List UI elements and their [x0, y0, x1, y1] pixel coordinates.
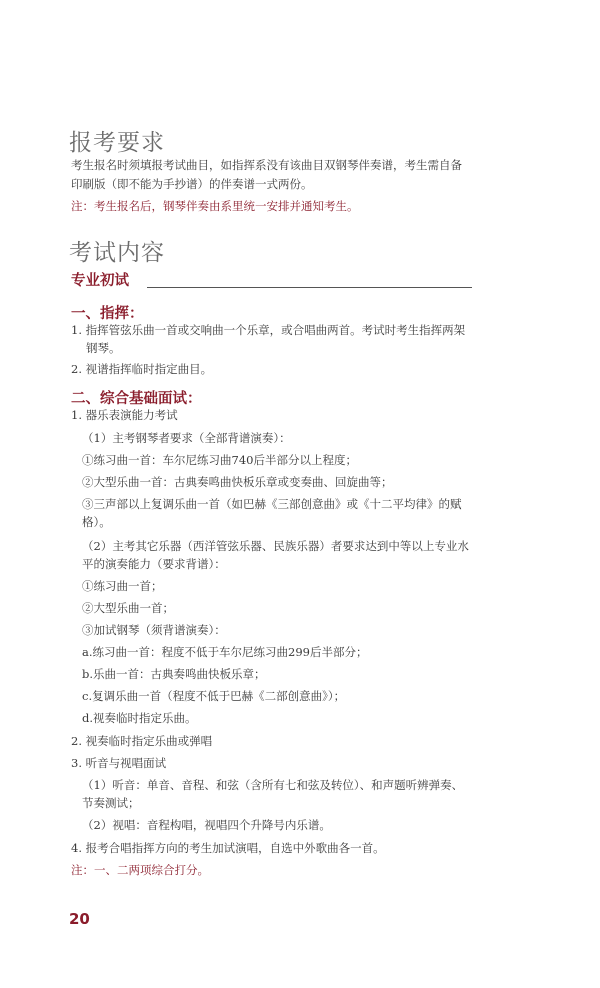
part2-line: （1）主考钢琴者要求（全部背谱演奏）：	[82, 431, 291, 445]
part2-heading: 二、综合基础面试：	[71, 391, 202, 407]
part2-line: 2. 视奏临时指定乐曲或弹唱	[71, 734, 213, 748]
part2-line: 节奏测试；	[82, 796, 140, 810]
part2-line: ①练习曲一首：车尔尼练习曲740后半部分以上程度；	[82, 453, 357, 467]
part2-line: ②大型乐曲一首：古典奏鸣曲快板乐章或变奏曲、回旋曲等；	[82, 475, 393, 489]
requirements-note: 注：考生报名后，钢琴伴奏由系里统一安排并通知考生。	[71, 199, 359, 213]
part2-line: 4. 报考合唱指挥方向的考生加试演唱，自选中外歌曲各一首。	[71, 841, 385, 855]
part1-item-1-line-1: 1. 指挥管弦乐曲一首或交响曲一个乐章，或合唱曲两首。考试时考生指挥两架	[71, 323, 466, 337]
subsection-title-preliminary: 专业初试	[71, 273, 129, 289]
part2-line: 平的演奏能力（要求背谱）：	[82, 557, 226, 571]
part1-item-1-line-2: 钢琴。	[86, 341, 121, 355]
part2-line: （2）主考其它乐器（西洋管弦乐器、民族乐器）者要求达到中等以上专业水	[82, 539, 469, 553]
part2-line: 1. 器乐表演能力考试	[71, 408, 178, 422]
part2-line: 格）。	[82, 515, 111, 529]
part2-line: a.练习曲一首：程度不低于车尔尼练习曲299后半部分；	[82, 645, 368, 659]
section-title-content: 考试内容	[69, 240, 165, 266]
part2-line: ③三声部以上复调乐曲一首（如巴赫《三部创意曲》或《十二平均律》的赋	[82, 497, 462, 511]
part2-line: b.乐曲一首：古典奏鸣曲快板乐章；	[82, 667, 266, 681]
part2-note: 注：一、二两项综合打分。	[71, 863, 209, 877]
part2-line: 3. 听音与视唱面试	[71, 756, 167, 770]
part1-item-2: 2. 视谱指挥临时指定曲目。	[71, 362, 213, 376]
part2-line: d.视奏临时指定乐曲。	[82, 711, 197, 725]
part2-line: ①练习曲一首；	[82, 579, 163, 593]
requirements-paragraph-line-1: 考生报名时须填报考试曲目，如指挥系没有该曲目双钢琴伴奏谱，考生需自备	[71, 158, 462, 172]
page-number: 20	[69, 910, 90, 928]
requirements-paragraph-line-2: 印刷版（即不能为手抄谱）的伴奏谱一式两份。	[71, 177, 313, 191]
section-title-requirements: 报考要求	[69, 130, 165, 156]
part1-heading: 一、指挥：	[71, 306, 144, 322]
part2-line: ③加试钢琴（须背谱演奏）：	[82, 623, 226, 637]
subsection-rule	[147, 287, 472, 288]
part2-line: c.复调乐曲一首（程度不低于巴赫《二部创意曲》）；	[82, 689, 346, 703]
part2-line: （2）视唱：音程构唱，视唱四个升降号内乐谱。	[82, 818, 331, 832]
part2-line: ②大型乐曲一首；	[82, 601, 174, 615]
part2-line: （1）听音：单音、音程、和弦（含所有七和弦及转位）、和声题听辨弹奏、	[82, 778, 464, 792]
